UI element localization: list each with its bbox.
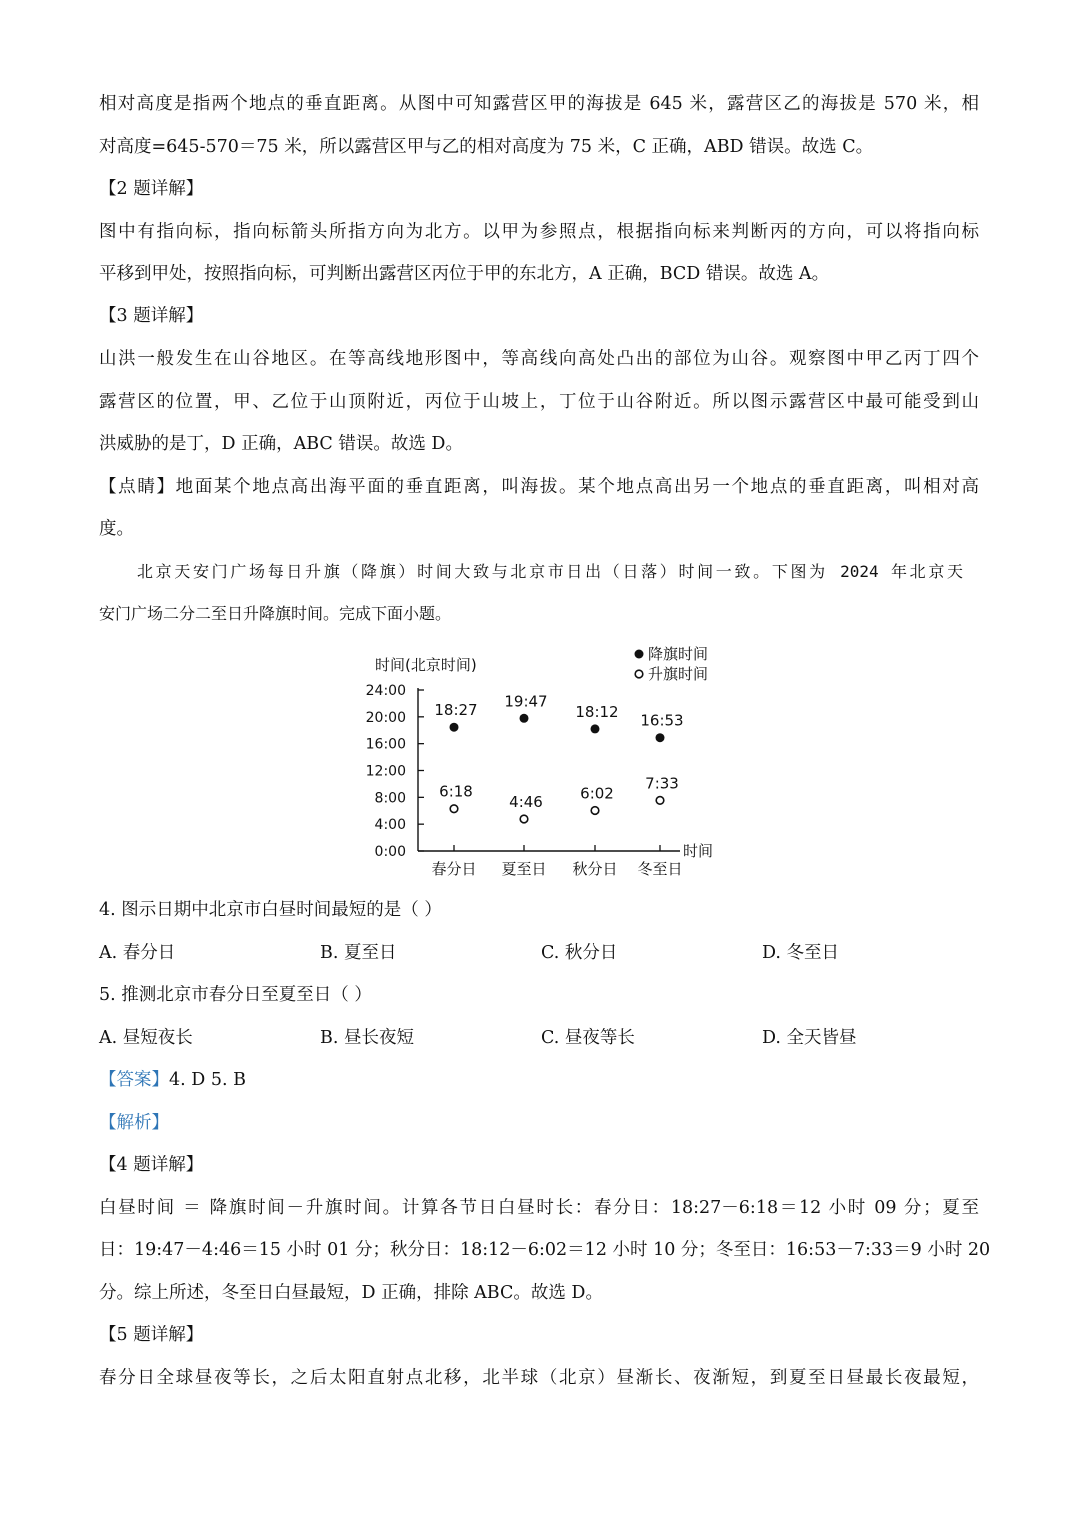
x-axis-title: 时间 [683, 842, 714, 860]
y-tick-label: 0:00 [374, 844, 406, 860]
sunset-point [450, 723, 459, 732]
tip-line: 【点睛】地面某个地点高出海平面的垂直距离，叫海拔。某个地点高出另一个地点的垂直距离，叫相对高 [99, 477, 979, 497]
q1-detail-line: 对高度=645-570＝75 米，所以露营区甲与乙的相对高度为 75 米，C 正确，ABD 错误。故选 C。 [99, 137, 874, 157]
sunrise-label: 6:18 [439, 782, 473, 801]
sunrise-label: 4:46 [509, 793, 543, 812]
q5-detail-line: 春分日全球昼夜等长，之后太阳直射点北移，北半球（北京）昼渐长、夜渐短，到夏至日昼最长夜最短， [99, 1368, 979, 1388]
sunset-point [591, 724, 600, 733]
legend-label: 升旗时间 [648, 665, 709, 683]
q4-detail-line: 白昼时间 ＝ 降旗时间－升旗时间。计算各节日白昼时长：春分日：18:27－6:18＝12 小时 09 分；夏至 [99, 1198, 979, 1218]
q4-stem: 4. 图示日期中北京市白昼时间最短的是（ ） [99, 900, 442, 920]
y-tick-label: 20:00 [365, 709, 406, 726]
answer-label: 【答案】 [99, 1070, 169, 1090]
q5-heading: 【5 题详解】 [99, 1325, 204, 1345]
q4-detail-line: 日：19:47－4:46＝15 小时 01 分；秋分日：18:12－6:02＝12 小时 10 分；冬至日：16:53－7:33＝9 小时 20 [99, 1240, 991, 1260]
intro-line: 北京天安门广场每日升旗（降旗）时间大致与北京市日出（日落）时间一致。下图为 2024 年北京天 [137, 562, 963, 581]
y-tick-label: 4:00 [374, 817, 406, 834]
q5-option-b: B. 昼长夜短 [320, 1028, 414, 1048]
sunset-label: 18:12 [575, 702, 619, 721]
q4-heading: 【4 题详解】 [99, 1155, 204, 1175]
legend-sunset-marker [635, 650, 644, 659]
answer-line [99, 1067, 979, 1093]
q5-option-d: D. 全天皆昼 [762, 1028, 857, 1048]
y-axis-title: 时间(北京时间) [375, 656, 477, 674]
x-ticks [431, 845, 682, 878]
q5-option-a: A. 昼短夜长 [99, 1028, 193, 1048]
chart-axes [375, 656, 713, 860]
y-tick-label: 8:00 [374, 790, 406, 807]
x-tick-label: 夏至日 [501, 860, 547, 878]
x-tick-label: 冬至日 [637, 860, 683, 878]
sunrise-point [591, 807, 599, 815]
sunset-point [656, 733, 665, 742]
q3-detail-line: 山洪一般发生在山谷地区。在等高线地形图中，等高线向高处凸出的部位为山谷。观察图中甲乙丙丁四个 [99, 349, 979, 369]
y-tick-label: 24:00 [365, 683, 406, 699]
sunset-label: 18:27 [434, 701, 478, 720]
q5-stem: 5. 推测北京市春分日至夏至日（ ） [99, 985, 372, 1005]
flag-time-chart [350, 640, 740, 885]
sunrise-point [450, 805, 458, 813]
q4-option-b: B. 夏至日 [320, 943, 397, 963]
sunset-label: 19:47 [504, 692, 548, 711]
answer-value: 4. D 5. B [169, 1070, 246, 1090]
q4-option-d: D. 冬至日 [762, 943, 840, 963]
q4-detail-line: 分。综上所述，冬至日白昼最短，D 正确，排除 ABC。故选 D。 [99, 1283, 603, 1303]
chart-legend [635, 645, 709, 683]
q4-option-c: C. 秋分日 [541, 943, 618, 963]
q2-heading: 【2 题详解】 [99, 179, 204, 199]
q2-detail-line: 图中有指向标，指向标箭头所指方向为北方。以甲为参照点，根据指向标来判断丙的方向，可以将指向标 [99, 222, 979, 242]
x-tick-label: 春分日 [431, 860, 477, 878]
y-ticks [366, 683, 424, 860]
legend-sunrise-marker [635, 670, 643, 678]
q3-detail-line: 露营区的位置，甲、乙位于山顶附近，丙位于山坡上，丁位于山谷附近。所以图示露营区中最可能受到山 [99, 392, 979, 412]
tip-line: 度。 [99, 519, 134, 539]
sunset-label: 16:53 [640, 711, 684, 730]
legend-label: 降旗时间 [648, 645, 709, 663]
chart-points [434, 692, 683, 823]
sunrise-label: 7:33 [645, 774, 679, 793]
x-tick-label: 秋分日 [572, 860, 618, 878]
q4-option-a: A. 春分日 [99, 943, 176, 963]
intro-line: 安门广场二分二至日升降旗时间。完成下面小题。 [99, 604, 452, 623]
y-tick-label: 12:00 [365, 763, 406, 780]
analysis-label: 【解析】 [99, 1113, 169, 1133]
q3-heading: 【3 题详解】 [99, 306, 204, 326]
sunrise-point [520, 815, 528, 823]
sunset-point [520, 714, 529, 723]
q3-detail-line: 洪威胁的是丁，D 正确，ABC 错误。故选 D。 [99, 434, 463, 454]
q5-option-c: C. 昼夜等长 [541, 1028, 635, 1048]
q1-detail-line: 相对高度是指两个地点的垂直距离。从图中可知露营区甲的海拔是 645 米，露营区乙的海拔是 570 米，相 [99, 94, 979, 114]
q2-detail-line: 平移到甲处，按照指向标，可判断出露营区丙位于甲的东北方，A 正确，BCD 错误。故选 A。 [99, 264, 830, 284]
y-tick-label: 16:00 [365, 736, 406, 753]
sunrise-label: 6:02 [580, 784, 614, 803]
sunrise-point [656, 797, 664, 805]
